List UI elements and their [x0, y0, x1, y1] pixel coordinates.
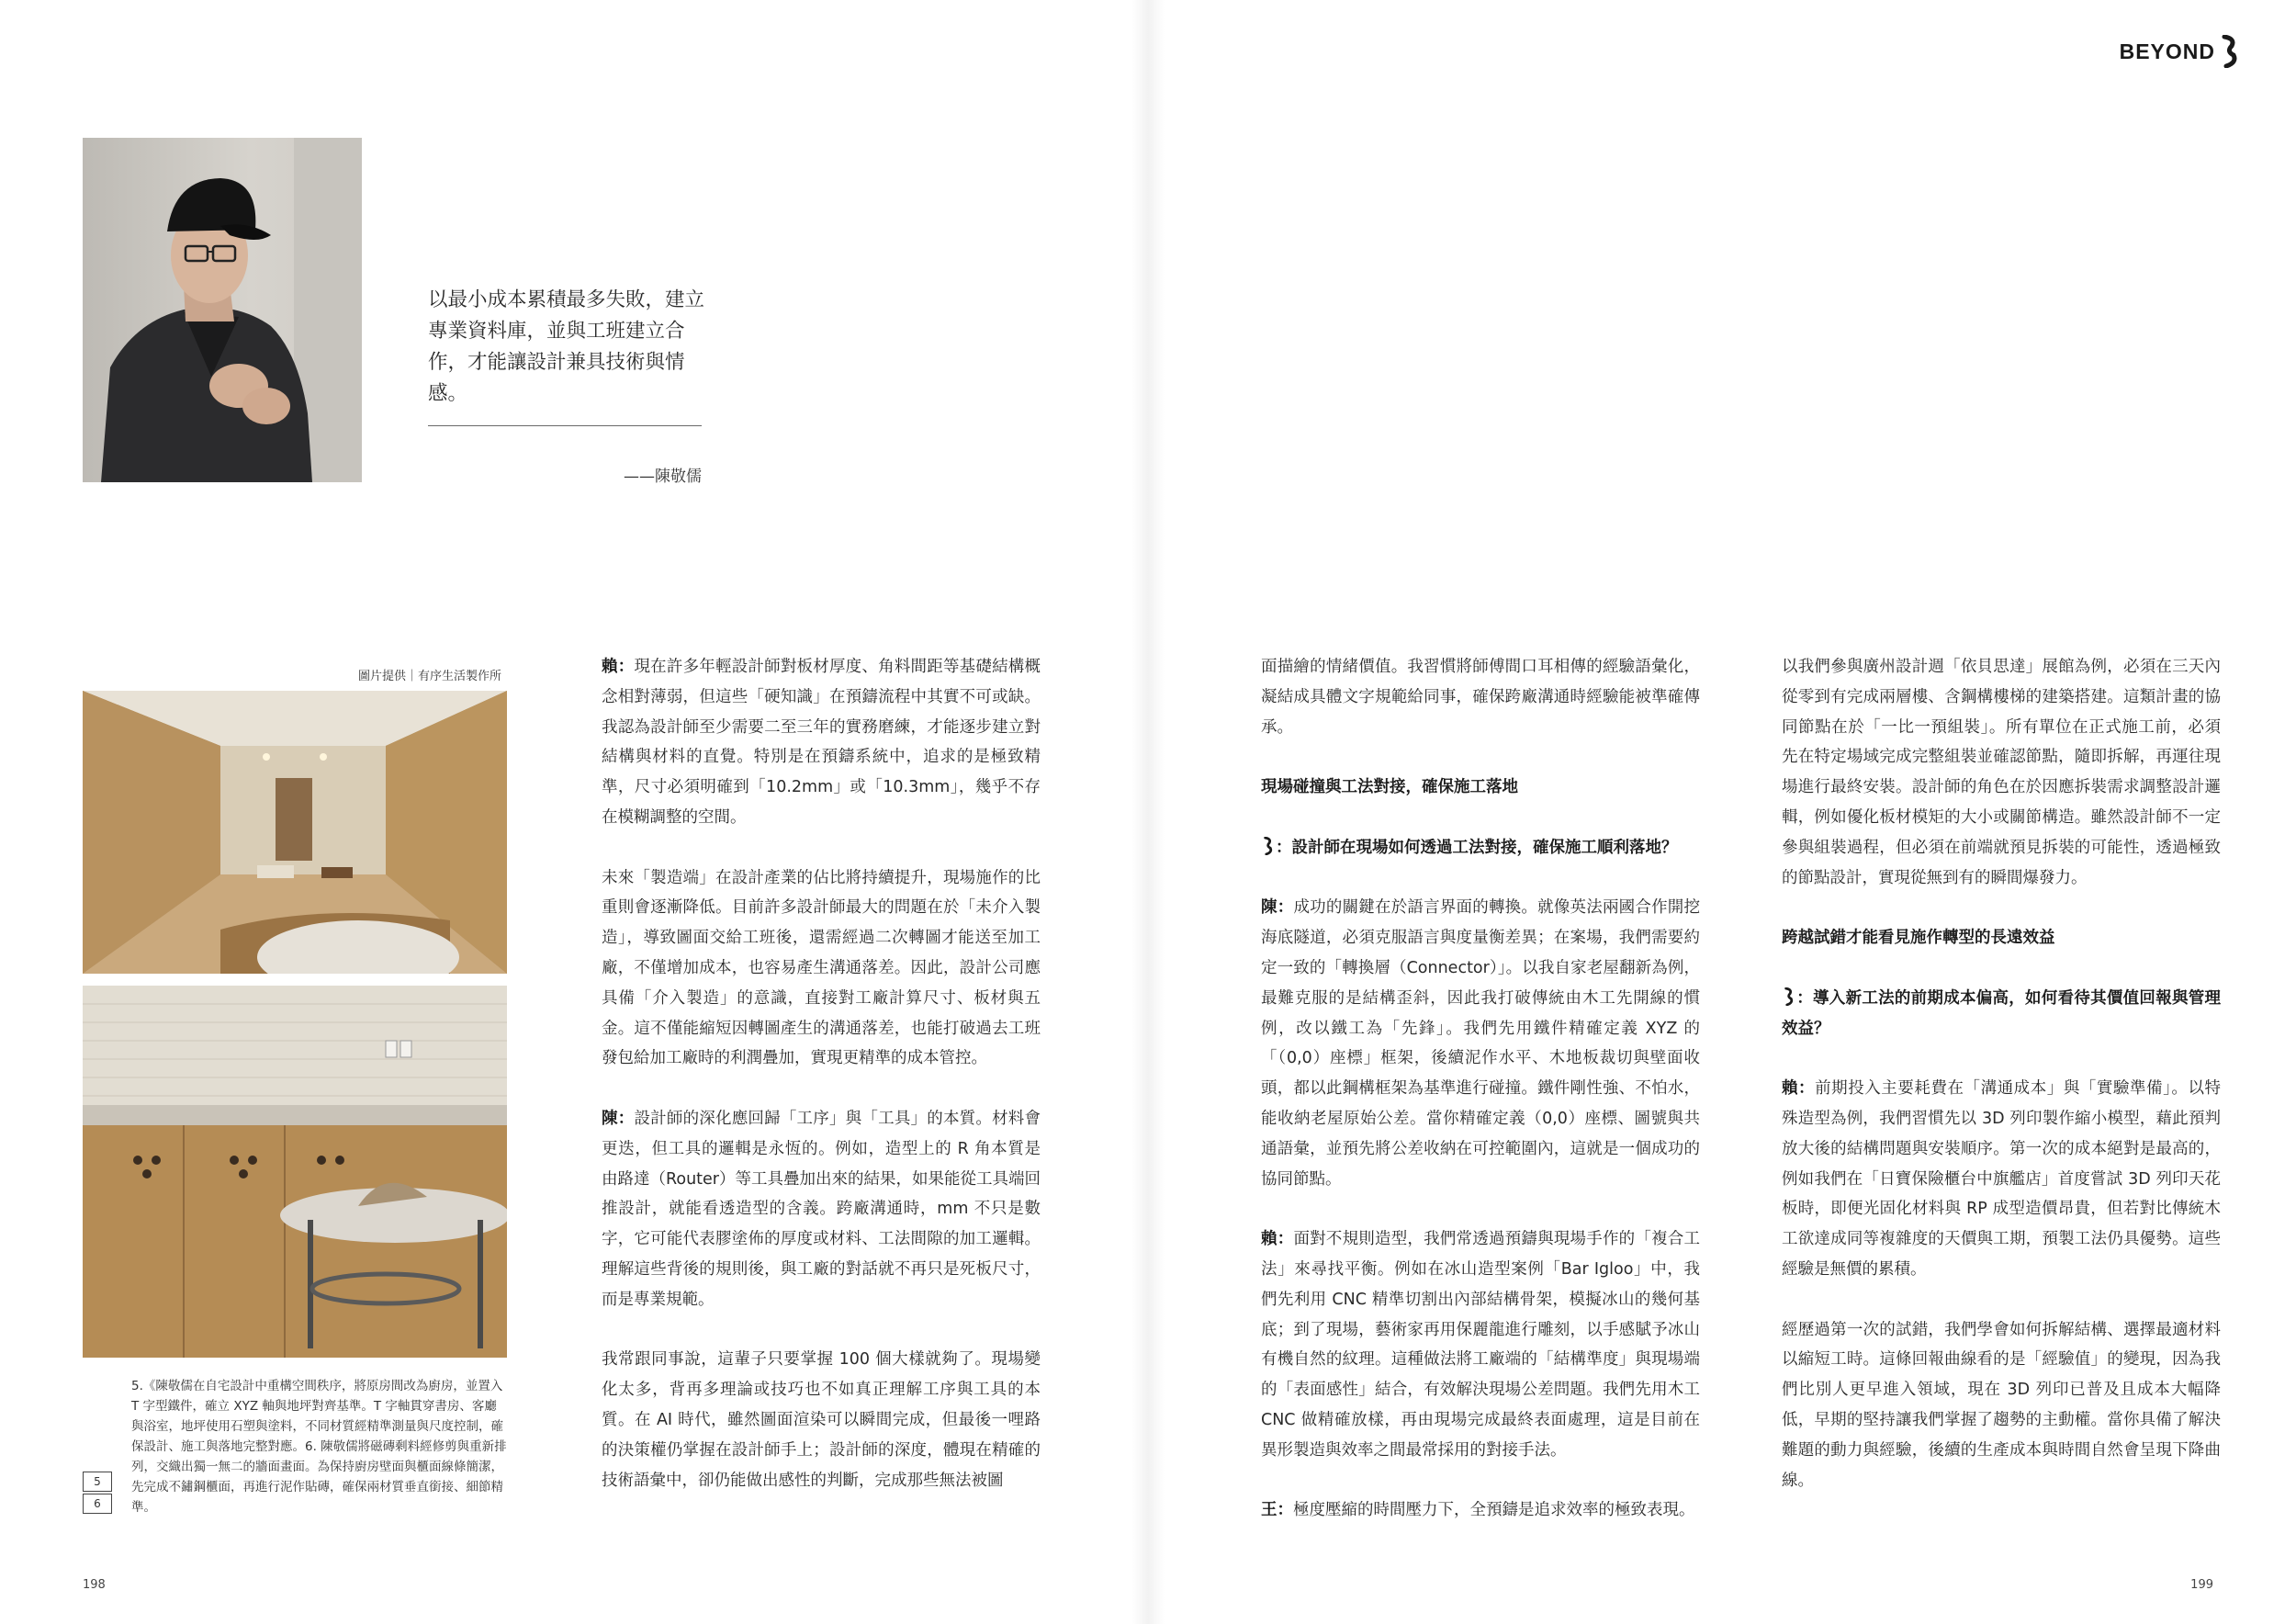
- paragraph: 王：極度壓縮的時間壓力下，全預鑄是追求效率的極致表現。: [1261, 1501, 1695, 1520]
- page-number-left: 198: [83, 1578, 106, 1592]
- beyond-question-icon: [1782, 987, 1796, 1006]
- article-column-2: [1261, 652, 1700, 1526]
- beyond-question-icon: [1261, 837, 1276, 855]
- caption-number-6: 6: [83, 1494, 112, 1514]
- brand-name: BEYOND: [2119, 39, 2215, 63]
- interior-photo-kitchen: [83, 986, 507, 1358]
- article-column-1: [602, 652, 1041, 1495]
- speaker-label: 陳：: [602, 1109, 635, 1128]
- speaker-label: 賴：: [1261, 1230, 1294, 1249]
- paragraph: 經歷過第一次的試錯，我們學會如何拆解結構、選擇最適材料以縮短工時。這條回報曲線看的是「經驗值」的變現，因為我們比別人更早進入領域，現在 3D 列印已普及且成本大幅降低，早期的堅持讓我們掌握了趨勢的主動權。當你具備了解決難題的動力與經驗，後續的生產成本與時間自然會呈現下降曲線。: [1782, 1320, 2221, 1490]
- page-number-right: 199: [2190, 1578, 2213, 1592]
- paragraph: 賴：前期投入主要耗費在「溝通成本」與「實驗準備」。以特殊造型為例，我們習慣先以 3D 列印製作縮小模型，藉此預判放大後的結構問題與安裝順序。第一次的成本絕對是最高的，例如我們在「日寶保險櫃台中旗艦店」首度嘗試 3D 列印天花板時，即便光固化材料與 RP 成型造價昂貴，但若對比傳統木工欲達成同等複雜度的天價與工期，預製工法仍具優勢。這些經驗是無價的累積。: [1782, 1079, 2222, 1279]
- photo-credit: 圖片提供｜有序生活製作所: [358, 670, 502, 683]
- quote-divider: [428, 425, 702, 426]
- article-column-3: [1782, 652, 2221, 1495]
- paragraph: 未來「製造端」在設計產業的佔比將持續提升，現場施作的比重則會逐漸降低。目前許多設計師最大的問題在於「未介入製造」，導致圖面交給工班後，還需經過二次轉圖才能送至加工廠，不僅增加成本，也容易產生溝通落差。因此，設計公司應具備「介入製造」的意識，直接對工廠計算尺寸、板材與五金。這不僅能縮短因轉圖產生的溝通落差，也能打破過去工班發包給加工廠時的利潤疊加，實現更精準的成本管控。: [602, 868, 1041, 1068]
- paragraph: 我常跟同事說，這輩子只要掌握 100 個大樣就夠了。現場變化太多，背再多理論或技巧也不如真正理解工序與工具的本質。在 AI 時代，雖然圖面渲染可以瞬間完成，但最後一哩路的決策權仍掌握在設計師手上；設計師的深度，體現在精確的技術語彙中，卻仍能做出感性的判斷，完成那些無法被圖: [602, 1350, 1041, 1490]
- paragraph: 賴：現在許多年輕設計師對板材厚度、角料間距等基礎結構概念相對薄弱，但這些「硬知識」在預鑄流程中其實不可或缺。我認為設計師至少需要二至三年的實務磨練，才能逐步建立對結構與材料的直覺。特別是在預鑄系統中，追求的是極致精準，尺寸必須明確到「10.2mm」或「10.3mm」，幾乎不存在模糊調整的空間。: [602, 658, 1041, 827]
- speaker-label: 王：: [1261, 1501, 1293, 1520]
- interview-question: ：設計師在現場如何透過工法對接，確保施工順利落地？: [1261, 833, 1700, 863]
- speaker-label: 賴：: [602, 658, 635, 676]
- quote-attribution: ——陳敬儒: [624, 468, 702, 486]
- speaker-label: 賴：: [1782, 1079, 1816, 1099]
- section-heading: 現場碰撞與工法對接，確保施工落地: [1261, 778, 1518, 797]
- beyond-brand-icon: [2221, 35, 2239, 68]
- pull-quote: 以最小成本累積最多失敗，建立專業資料庫，並與工班建立合作，才能讓設計兼具技術與情感。: [428, 288, 705, 405]
- caption-number-5: 5: [83, 1472, 112, 1492]
- speaker-label: 陳：: [1261, 898, 1294, 918]
- portrait-photo: [83, 138, 362, 482]
- paragraph: 面描繪的情緒價值。我習慣將師傅間口耳相傳的經驗語彙化，凝結成具體文字規範給同事，確保跨廠溝通時經驗能被準確傳承。: [1261, 658, 1700, 737]
- section-heading: 跨越試錯才能看見施作轉型的長遠效益: [1782, 929, 2055, 948]
- interview-question: ：導入新工法的前期成本偏高，如何看待其價值回報與管理效益？: [1782, 988, 2221, 1038]
- page-gutter: [1131, 0, 1165, 1624]
- paragraph: 陳：設計師的深化應回歸「工序」與「工具」的本質。材料會更迭，但工具的邏輯是永恆的。例如，造型上的 R 角本質是由路達（Router）等工具疊加出來的結果，如果能從工具端回推設計，就能看透造型的含義。跨廠溝通時，mm 不只是數字，它可能代表膠塗佈的厚度或材料、工法間隙的加工邏輯。理解這些背後的規則後，與工廠的對話就不再只是死板尺寸，而是專業規範。: [602, 1109, 1041, 1309]
- photo-caption: 5.《陳敬儒在自宅設計中重構空間秩序，將原房間改為廚房，並置入 T 字型鐵件，確立 XYZ 軸與地坪對齊基準。T 字軸貫穿書房、客廳與浴室，地坪使用石塑與塗料，不同材質經精準測量與尺度控制，確保設計、施工與落地完整對應。6. 陳敬儒將磁磚剩料經修剪與重新排列，交織出獨一無二的牆面畫面。為保持廚房壁面與櫃面線條簡潔，先完成不鏽鋼櫃面，再進行泥作貼磚，確保兩材質垂直銜接、細節精準。: [131, 1379, 507, 1515]
- paragraph: 以我們參與廣州設計週「依貝思達」展館為例，必須在三天內從零到有完成兩層樓、含鋼構樓梯的建築搭建。這類計畫的協同節點在於「一比一預組裝」。所有單位在正式施工前，必須先在特定場域完成完整組裝並確認節點，隨即拆解，再運往現場進行最終安裝。設計師的角色在於因應拆裝需求調整設計邏輯，例如優化板材模矩的大小或關節構造。雖然設計師不一定參與組裝過程，但必須在前端就預見拆裝的可能性，透過極致的節點設計，實現從無到有的瞬間爆發力。: [1782, 658, 2221, 887]
- interior-photo-living-room: [83, 691, 507, 974]
- paragraph: 陳：成功的關鍵在於語言界面的轉換。就像英法兩國合作開挖海底隧道，必須克服語言與度量衡差異；在案場，我們需要約定一致的「轉換層（Connector）」。以我自家老屋翻新為例，最難克服的是結構歪斜，因此我打破傳統由木工先開線的慣例，改以鐵工為「先鋒」。我們先用鐵件精確定義 XYZ 的「（0,0）座標」框架，後續泥作水平、木地板裁切與壁面收頭，都以此鋼構框架為基準進行碰撞。鐵件剛性強、不怕水，能收納老屋原始公差。當你精確定義（0,0）座標、圖號與共通語彙，並預先將公差收納在可控範圍內，這就是一個成功的協同節點。: [1261, 898, 1701, 1189]
- paragraph: 賴：面對不規則造型，我們常透過預鑄與現場手作的「複合工法」來尋找平衡。例如在冰山造型案例「Bar Igloo」中，我們先利用 CNC 精準切割出內部結構骨架，模擬冰山的幾何基底；到了現場，藝術家再用保麗龍進行雕刻，以手感賦予冰山有機自然的紋理。這種做法將工廠端的「結構準度」與現場端的「表面感性」結合，有效解決現場公差問題。我們先用木工 CNC 做精確放樣，再由現場完成最終表面處理，這是目前在異形製造與效率之間最常採用的對接手法。: [1261, 1230, 1701, 1460]
- brand-mark: [2120, 35, 2239, 68]
